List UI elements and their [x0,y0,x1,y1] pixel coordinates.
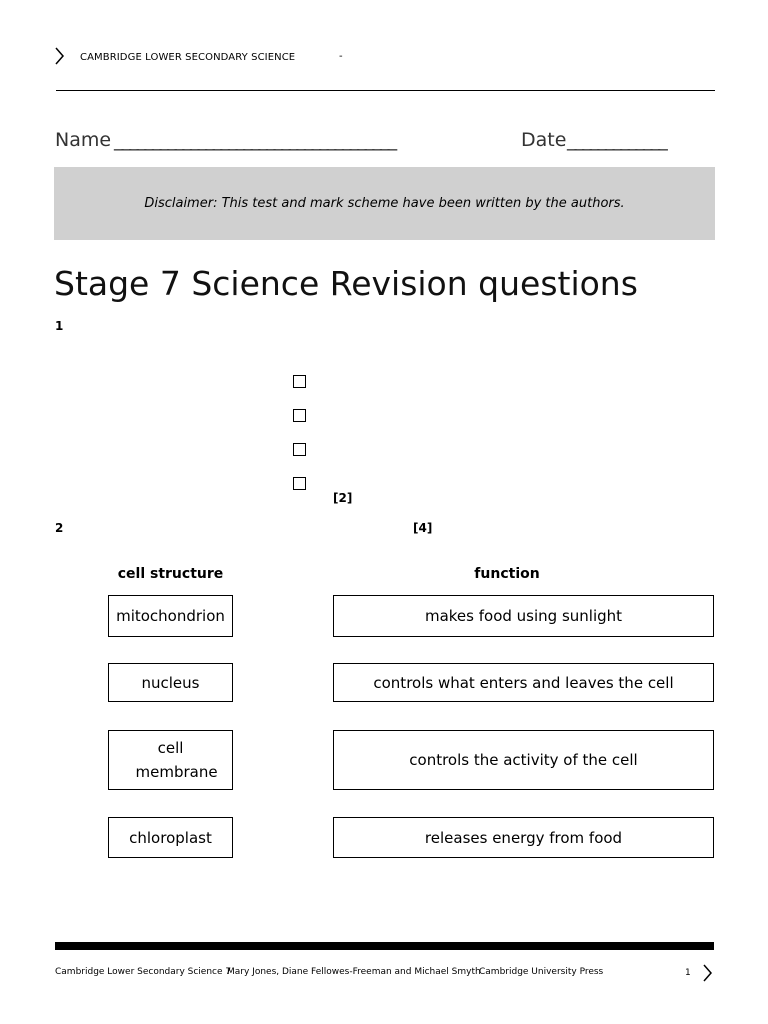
date-field[interactable]: _____________ [567,129,666,151]
function-box[interactable] [333,730,714,790]
function-label: releases energy from food [424,828,623,847]
footer-rule [55,942,714,950]
structure-box[interactable] [108,730,233,790]
structure-box[interactable] [108,817,233,858]
column-heading-function: function [474,566,540,582]
structure-label: mitochondrion [116,607,225,625]
disclaimer-text: Disclaimer: This test and mark scheme have been written by the authors. [144,196,625,211]
function-box[interactable] [333,595,714,637]
chevron-right-icon[interactable] [701,963,715,983]
structure-label: chloroplast [129,828,212,847]
header-rule [56,90,715,91]
footer-publisher: Cambridge University Press [479,967,604,977]
function-box[interactable] [333,663,714,702]
date-label: Date [521,129,567,151]
column-heading-structure: cell structure [117,566,224,582]
function-box[interactable] [333,817,714,858]
structure-label: nucleus [141,673,200,692]
name-label: Name [55,129,112,151]
function-label: controls what enters and leaves the cell [373,673,674,692]
structure-label: cell membrane [135,739,218,781]
page-title: Stage 7 Science Revision questions [54,264,638,303]
structure-box[interactable] [108,595,233,637]
answer-checkbox[interactable] [293,477,306,490]
name-field[interactable]: _____________________________________ [114,129,396,151]
question-1-marks: [2] [333,491,353,505]
answer-checkbox[interactable] [293,375,306,388]
answer-checkbox[interactable] [293,443,306,456]
function-label: controls the activity of the cell [409,751,638,769]
chevron-right-icon [53,46,67,66]
question-2-marks: [4] [413,521,433,535]
page-number: 1 [685,968,691,978]
structure-box[interactable] [108,663,233,702]
footer-book: Cambridge Lower Secondary Science 7 [55,967,232,977]
disclaimer-banner [54,167,715,240]
footer-authors: Mary Jones, Diane Fellowes-Freeman and Michael Smyth [227,967,481,977]
question-2-number: 2 [55,521,64,535]
header-series: CAMBRIDGE LOWER SECONDARY SCIENCE [80,52,296,63]
header-separator: - [339,51,343,62]
function-label: makes food using sunlight [424,607,623,625]
answer-checkbox[interactable] [293,409,306,422]
question-1-number: 1 [55,319,64,333]
